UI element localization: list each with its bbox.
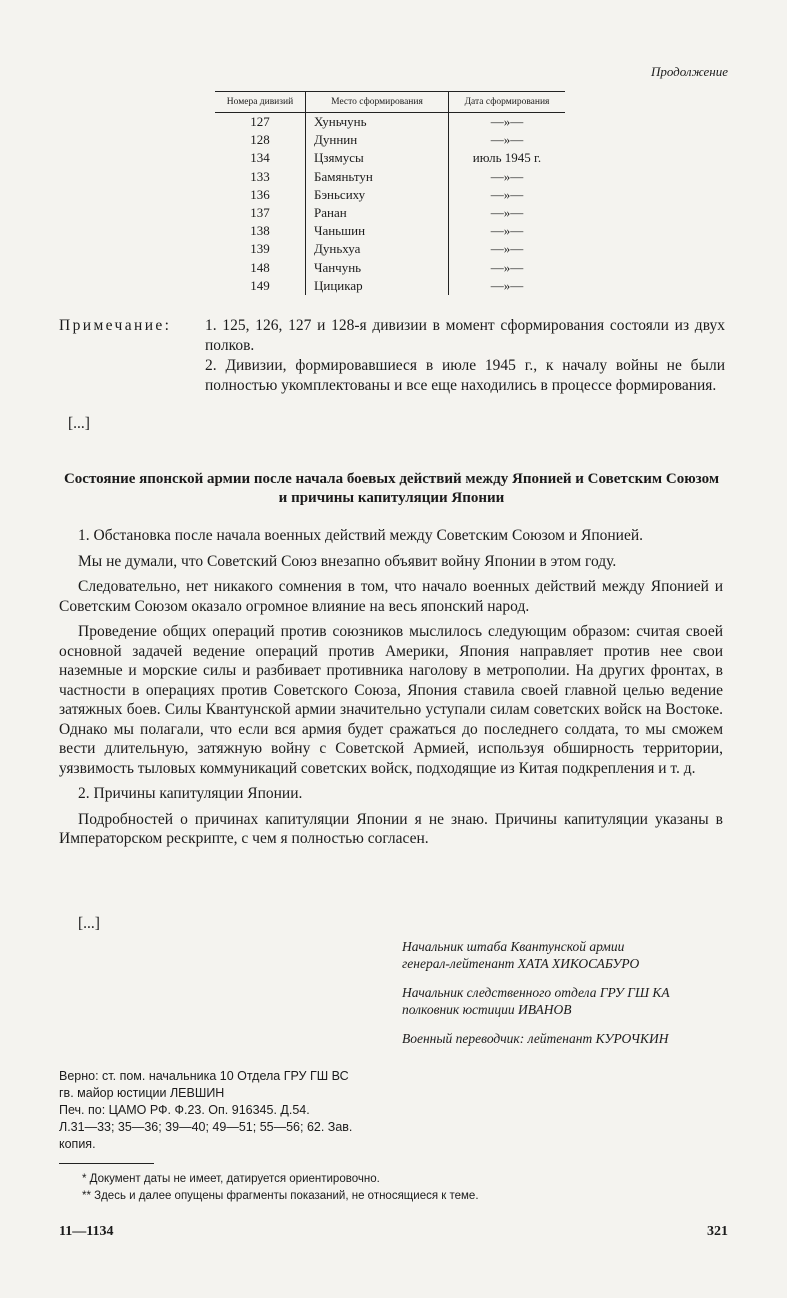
certification-line: Верно: ст. пом. начальника 10 Отдела ГРУ ГШ ВС bbox=[59, 1069, 349, 1083]
division-number-cell: 127 bbox=[250, 114, 270, 130]
signature-chief-of-staff bbox=[402, 938, 732, 972]
division-number-cell: 149 bbox=[250, 277, 270, 293]
paragraph: Следовательно, нет никакого сомнения в том, что начало военных действий между Японией и Советским Союзом оказало огромное влияние на весь японский народ. bbox=[59, 578, 723, 615]
table-row bbox=[215, 259, 565, 277]
signature-name: Военный переводчик: лейтенант КУРОЧКИН bbox=[402, 1031, 669, 1046]
section-title: Состояние японской армии после начала боевых действий между Японией и Советским Союзом и причины капитуляции Японии bbox=[63, 471, 720, 506]
divisions-table bbox=[215, 91, 565, 295]
division-number-cell: 136 bbox=[250, 186, 270, 202]
table-row bbox=[215, 149, 565, 167]
continuation-label: Продолжение bbox=[650, 64, 728, 79]
body-text bbox=[59, 526, 723, 855]
certification-line: копия. bbox=[59, 1137, 96, 1151]
formation-place-cell: Бэньсиху bbox=[306, 186, 449, 204]
table-header-row bbox=[215, 92, 565, 113]
table-row bbox=[215, 277, 565, 295]
paragraph: Подробностей о причинах капитуляции Японии я не знаю. Причины капитуляции указаны в Императорском рескрипте, с чем я полностью согласен. bbox=[59, 810, 723, 847]
paragraph: Мы не думали, что Советский Союз внезапно объявит войну Японии в этом году. bbox=[78, 552, 617, 570]
table-row bbox=[215, 186, 565, 204]
formation-date-cell: —»— bbox=[449, 259, 566, 277]
division-number-cell: 137 bbox=[250, 205, 270, 221]
table-row bbox=[215, 113, 565, 132]
division-number-cell: 138 bbox=[250, 223, 270, 239]
formation-date-cell: —»— bbox=[449, 222, 566, 240]
certification-line: Печ. по: ЦАМО РФ. Ф.23. Оп. 916345. Д.54. bbox=[59, 1103, 310, 1117]
table-body bbox=[215, 113, 565, 295]
formation-place-cell: Цзямусы bbox=[306, 149, 449, 167]
division-number-cell: 133 bbox=[250, 168, 270, 184]
note-item: 1. 125, 126, 127 и 128-я дивизии в момент сформирования состояли из двух полков. bbox=[205, 317, 725, 354]
table-row bbox=[215, 131, 565, 149]
division-number-cell: 148 bbox=[250, 259, 270, 275]
certification-block bbox=[59, 1068, 399, 1153]
certification-line: Л.31—33; 35—36; 39—40; 49—51; 55—56; 62. Зав. bbox=[59, 1120, 353, 1134]
formation-place-cell: Ранан bbox=[306, 204, 449, 222]
signature-mark: 11—1134 bbox=[59, 1224, 114, 1239]
signature-name: генерал-лейтенант ХАТА ХИКОСАБУРО bbox=[402, 956, 640, 971]
column-header-formation-place: Место сформирования bbox=[306, 92, 449, 113]
formation-date-cell: июль 1945 г. bbox=[449, 149, 566, 167]
column-header-division-number: Номера дивизий bbox=[215, 92, 306, 113]
formation-date-cell: —»— bbox=[449, 204, 566, 222]
signature-translator bbox=[402, 1030, 732, 1047]
footnote: * Документ даты не имеет, датируется ориентировочно. bbox=[82, 1173, 380, 1185]
formation-date-cell: —»— bbox=[449, 240, 566, 258]
table-row bbox=[215, 168, 565, 186]
paragraph: Проведение общих операций против союзников мыслилось следующим образом: считая своей основной задачей ведение операций против Америки, Япония направляет против нее свои наземные и морские силы и разбивает противника наголову в метрополии. На других фронтах, в частности в операциях против Советского Союза, Япония ставила своей главной целью ведение затяжных боев. Силы Квантунской армии значительно уступали силам советских войск на Востоке. Однако мы полагали, что если вся армия будет сражаться до последнего солдата, то мы сможем вести длительную, затяжную войну с Советской Армией, используя обширность территории, уязвимость тыловых коммуникаций советских войск, подходящие из Китая подкрепления и т. д. bbox=[59, 623, 723, 777]
formation-place-cell: Дуньхуа bbox=[306, 240, 449, 258]
omission-marker: [...] bbox=[78, 915, 100, 932]
signature-name: полковник юстиции ИВАНОВ bbox=[402, 1002, 572, 1017]
table-row bbox=[215, 240, 565, 258]
note-label: Примечание: bbox=[59, 317, 172, 334]
formation-date-cell: —»— bbox=[449, 277, 566, 295]
formation-place-cell: Дуннин bbox=[306, 131, 449, 149]
formation-place-cell: Бамяньтун bbox=[306, 168, 449, 186]
signatures bbox=[402, 938, 732, 1059]
formation-place-cell: Чаньшин bbox=[306, 222, 449, 240]
formation-place-cell: Хуньчунь bbox=[306, 113, 449, 132]
formation-date-cell: —»— bbox=[449, 186, 566, 204]
note-items bbox=[205, 316, 725, 396]
note-item: 2. Дивизии, формировавшиеся в июле 1945 г., к началу войны не были полностью укомплектованы и все еще находились в процессе формирования. bbox=[205, 357, 725, 394]
division-number-cell: 139 bbox=[250, 241, 270, 257]
footnote: ** Здесь и далее опущены фрагменты показаний, не относящиеся к теме. bbox=[82, 1190, 479, 1202]
page-number: 321 bbox=[707, 1224, 728, 1239]
signature-investigator bbox=[402, 984, 732, 1018]
column-header-formation-date: Дата сформирования bbox=[449, 92, 566, 113]
formation-date-cell: —»— bbox=[449, 131, 566, 149]
formation-date-cell: —»— bbox=[449, 168, 566, 186]
division-number-cell: 128 bbox=[250, 132, 270, 148]
formation-place-cell: Цицикар bbox=[306, 277, 449, 295]
table-row bbox=[215, 222, 565, 240]
omission-marker: [...] bbox=[68, 415, 90, 432]
certification-line: гв. майор юстиции ЛЕВШИН bbox=[59, 1086, 225, 1100]
paragraph: 1. Обстановка после начала военных действий между Советским Союзом и Японией. bbox=[78, 527, 644, 544]
paragraph: 2. Причины капитуляции Японии. bbox=[78, 785, 303, 802]
table-row bbox=[215, 204, 565, 222]
signature-title: Начальник штаба Квантунской армии bbox=[402, 939, 625, 954]
division-number-cell: 134 bbox=[250, 150, 270, 166]
footnotes bbox=[82, 1171, 702, 1205]
formation-place-cell: Чанчунь bbox=[306, 259, 449, 277]
formation-date-cell: —»— bbox=[449, 113, 566, 132]
footnote-divider bbox=[59, 1163, 154, 1164]
signature-title: Начальник следственного отдела ГРУ ГШ КА bbox=[402, 985, 670, 1000]
